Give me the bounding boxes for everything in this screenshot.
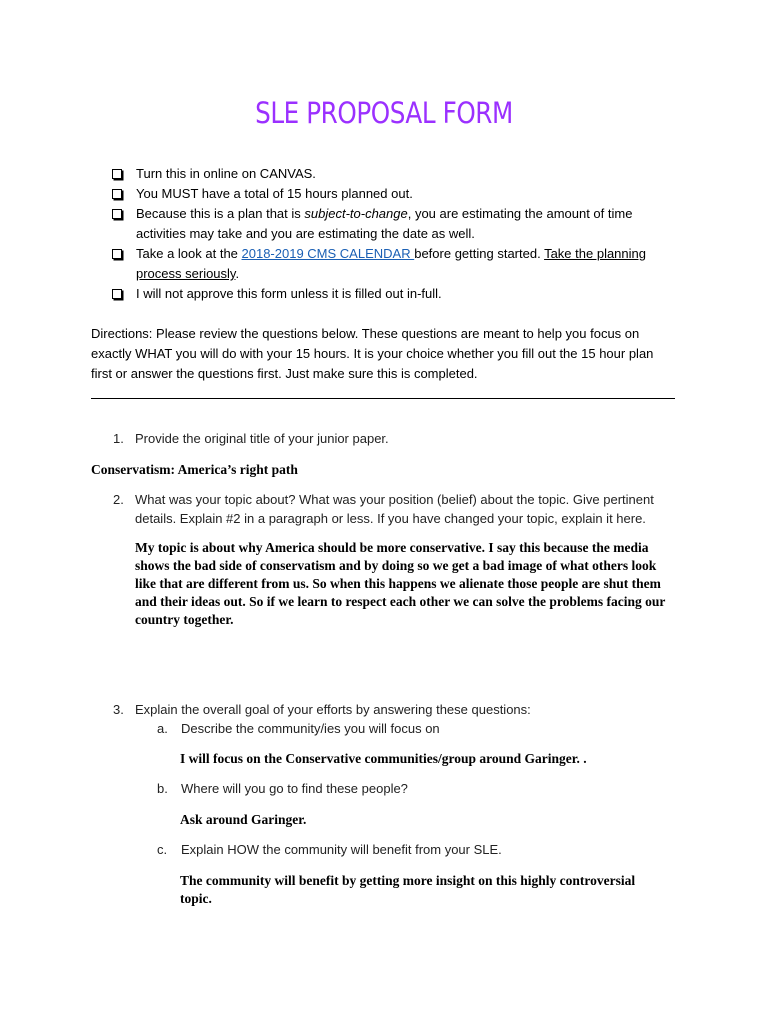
sub-question-text: Where will you go to find these people? [181, 781, 408, 796]
answer-2: My topic is about why America should be more conservative. I say this because the media shows the bad side of conservatism and by doing so we get a bad image of what others look like that are different from us. So when this happens we alienate those people are shut them and their ideas out. So if we learn to respect each other we can solve the problems facing our country together. [135, 540, 666, 627]
checkbox-icon [112, 289, 122, 299]
sub-question-a [157, 719, 677, 739]
checklist-item: You MUST have a total of 15 hours planned out. [112, 184, 672, 204]
checkbox-icon [112, 249, 122, 259]
checklist-item: Turn this in online on CANVAS. [112, 164, 672, 184]
answer-3a: I will focus on the Conservative communities/group around Garinger. . [180, 751, 587, 766]
divider-line [91, 398, 675, 399]
page-title: SLE PROPOSAL FORM [255, 96, 513, 130]
instructions-checklist [112, 164, 672, 304]
directions-paragraph: Directions: Please review the questions below. These questions are meant to help you focus on exactly WHAT you will do with your 15 hours. It is your choice whether you fill out the 15 hour plan first or answer the questions first. Just make sure this is completed. [91, 326, 654, 381]
answer-3c: The community will benefit by getting more insight on this highly controversial topic. [180, 873, 636, 906]
question-3 [113, 700, 673, 720]
question-text: What was your topic about? What was your position (belief) about the topic. Give pertinent details. Explain #2 in a paragraph or less. If you have changed your topic, explain it here. [135, 492, 654, 526]
question-number: 1. [113, 431, 124, 446]
checkbox-icon [112, 189, 122, 199]
sub-question-letter: b. [157, 781, 168, 796]
question-text: Explain the overall goal of your efforts by answering these questions: [135, 702, 531, 717]
underlined-text: Take the planning process seriously [136, 246, 646, 281]
cms-calendar-link[interactable]: 2018-2019 CMS CALENDAR [241, 246, 415, 261]
question-2 [113, 490, 673, 530]
checkbox-icon [112, 169, 122, 179]
emphasis-text: subject-to-change [304, 206, 408, 221]
answer-3b: Ask around Garinger. [180, 812, 307, 827]
checklist-item: Because this is a plan that is subject-to-change, you are estimating the amount of time activities may take and you are estimating the date as well. [112, 204, 672, 244]
question-number: 2. [113, 492, 124, 507]
sub-question-letter: c. [157, 842, 168, 857]
sub-question-letter: a. [157, 721, 168, 736]
checklist-item: I will not approve this form unless it is filled out in-full. [112, 284, 672, 304]
sub-question-text: Describe the community/ies you will focus on [181, 721, 440, 736]
question-number: 3. [113, 702, 124, 717]
sub-question-b [157, 779, 677, 799]
question-1 [113, 429, 673, 449]
checklist-item: Take a look at the 2018-2019 CMS CALENDAR before getting started. Take the planning process seriously. [112, 244, 672, 284]
answer-1: Conservatism: America’s right path [91, 462, 298, 477]
sub-question-text: Explain HOW the community will benefit from your SLE. [181, 842, 502, 857]
sub-question-c [157, 840, 677, 860]
question-text: Provide the original title of your junior paper. [135, 431, 389, 446]
checkbox-icon [112, 209, 122, 219]
